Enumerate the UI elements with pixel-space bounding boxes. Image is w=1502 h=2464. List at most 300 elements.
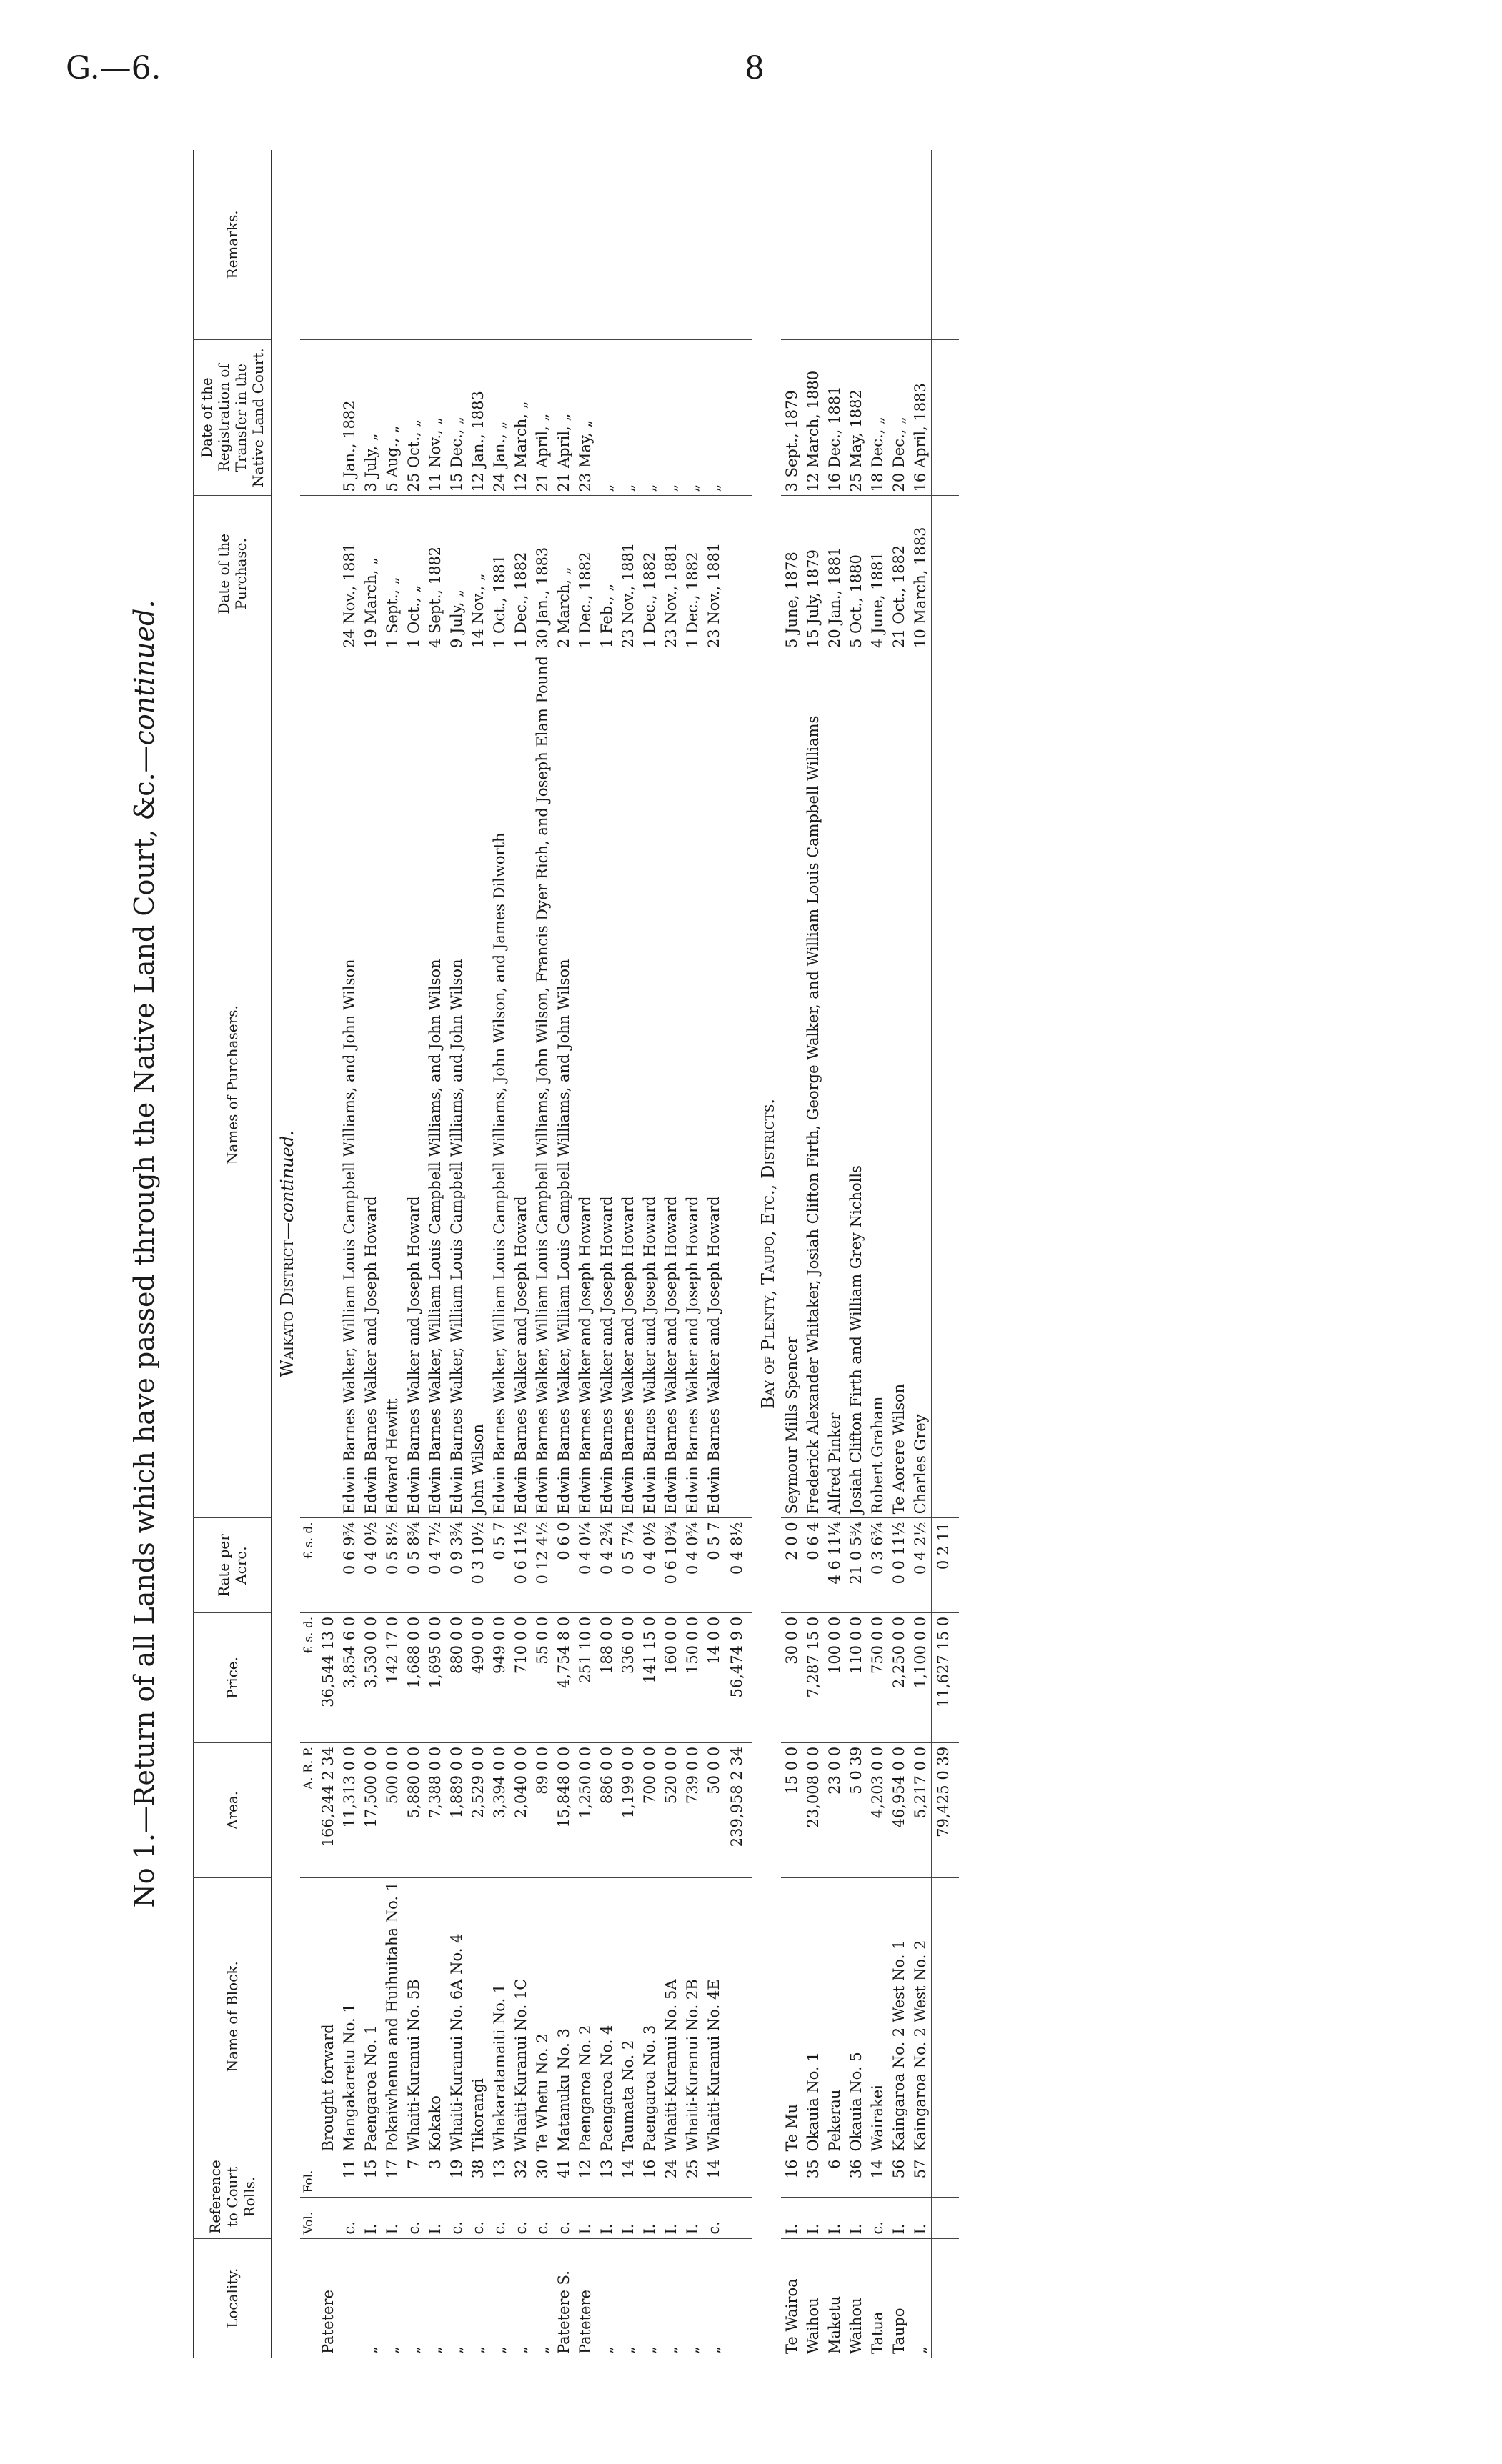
vol-cell: I. bbox=[596, 2197, 617, 2238]
vol-cell: I. bbox=[382, 2197, 403, 2238]
fol-cell: 19 bbox=[446, 2155, 467, 2197]
date-purchase-cell: 23 Nov., 1881 bbox=[660, 496, 682, 652]
fol-cell: 17 bbox=[382, 2155, 403, 2197]
table-row bbox=[532, 150, 553, 2358]
block-cell: Mangakaretu No. 1 bbox=[339, 1877, 360, 2155]
fol-cell: 25 bbox=[682, 2155, 703, 2197]
table-row bbox=[510, 150, 532, 2358]
area-cell: 89 0 0 bbox=[532, 1742, 553, 1877]
remarks-cell bbox=[446, 150, 467, 339]
locality-cell: „ bbox=[446, 2238, 467, 2358]
date-registration-cell: „ bbox=[639, 339, 660, 496]
title-main: No 1.—Return of all Lands which have passed through the Native Land Court, &c.— bbox=[129, 745, 160, 1908]
purchasers-cell: Edwin Barnes Walker and Joseph Howard bbox=[510, 652, 532, 1518]
locality-cell: „ bbox=[424, 2238, 446, 2358]
col-area: Area. bbox=[194, 1742, 272, 1877]
date-purchase-cell: 10 March, 1883 bbox=[910, 496, 932, 652]
date-purchase-cell: 1 Oct., „ bbox=[403, 496, 424, 652]
unit-rate: £ s. d. bbox=[300, 1518, 317, 1613]
area-cell: 2,529 0 0 bbox=[467, 1742, 489, 1877]
vol-cell: c. bbox=[467, 2197, 489, 2238]
date-purchase-cell: 1 Sept., „ bbox=[382, 496, 403, 652]
date-registration-cell: 12 March, 1880 bbox=[802, 339, 824, 496]
table-row bbox=[888, 150, 910, 2358]
date-purchase-cell: 24 Nov., 1881 bbox=[339, 496, 360, 652]
remarks-cell bbox=[703, 150, 725, 339]
price-cell: 1,100 0 0 bbox=[910, 1612, 932, 1742]
vol-cell: c. bbox=[489, 2197, 510, 2238]
section-waikato bbox=[272, 150, 301, 2358]
fol-cell: 14 bbox=[867, 2155, 888, 2197]
table-row bbox=[639, 150, 660, 2358]
rate-cell bbox=[317, 1518, 339, 1613]
area-cell: 886 0 0 bbox=[596, 1742, 617, 1877]
purchasers-cell: Seymour Mills Spencer bbox=[781, 652, 802, 1518]
total-price: 11,627 15 0 bbox=[932, 1612, 960, 1742]
purchasers-cell: Edwin Barnes Walker, William Louis Campbell Williams, and John Wilson bbox=[446, 652, 467, 1518]
vol-cell: I. bbox=[802, 2197, 824, 2238]
date-registration-cell: 5 Jan., 1882 bbox=[339, 339, 360, 496]
area-cell: 2,040 0 0 bbox=[510, 1742, 532, 1877]
block-cell: Tikorangi bbox=[467, 1877, 489, 2155]
vol-cell: c. bbox=[867, 2197, 888, 2238]
vol-cell: I. bbox=[682, 2197, 703, 2238]
price-cell: 750 0 0 bbox=[867, 1612, 888, 1742]
vol-cell: I. bbox=[639, 2197, 660, 2238]
block-cell: Whaiti-Kuranui No. 5B bbox=[403, 1877, 424, 2155]
vol-cell: c. bbox=[446, 2197, 467, 2238]
price-cell: 14 0 0 bbox=[703, 1612, 725, 1742]
block-cell: Whaiti-Kuranui No. 6A No. 4 bbox=[446, 1877, 467, 2155]
rate-cell: 0 4 2¾ bbox=[596, 1518, 617, 1613]
area-cell: 15,848 0 0 bbox=[553, 1742, 575, 1877]
vol-cell: I. bbox=[360, 2197, 382, 2238]
rate-cell: 0 3 10½ bbox=[467, 1518, 489, 1613]
price-cell: 880 0 0 bbox=[446, 1612, 467, 1742]
purchasers-cell: Edwin Barnes Walker, William Louis Campbell Williams, and John Wilson bbox=[424, 652, 446, 1518]
locality-cell: „ bbox=[639, 2238, 660, 2358]
rate-cell: 0 6 11½ bbox=[510, 1518, 532, 1613]
return-table bbox=[193, 150, 959, 2358]
date-purchase-cell: 19 March, „ bbox=[360, 496, 382, 652]
area-cell: 4,203 0 0 bbox=[867, 1742, 888, 1877]
price-cell: 188 0 0 bbox=[596, 1612, 617, 1742]
fol-cell: 14 bbox=[703, 2155, 725, 2197]
rate-cell: 2 0 0 bbox=[781, 1518, 802, 1613]
page-code: G.—6. bbox=[66, 50, 161, 86]
locality-cell: Maketu bbox=[824, 2238, 845, 2358]
rate-cell: 0 0 11½ bbox=[888, 1518, 910, 1613]
remarks-cell bbox=[575, 150, 596, 339]
col-remarks: Remarks. bbox=[194, 150, 272, 339]
area-cell: 23,008 0 0 bbox=[802, 1742, 824, 1877]
rate-cell: 0 4 0¼ bbox=[575, 1518, 596, 1613]
rate-cell: 0 9 3¾ bbox=[446, 1518, 467, 1613]
remarks-cell bbox=[910, 150, 932, 339]
purchasers-cell: Alfred Pinker bbox=[824, 652, 845, 1518]
date-purchase-cell: 15 July, 1879 bbox=[802, 496, 824, 652]
locality-cell: „ bbox=[532, 2238, 553, 2358]
remarks-cell bbox=[660, 150, 682, 339]
price-cell: 710 0 0 bbox=[510, 1612, 532, 1742]
block-cell: Whakaratamaiti No. 1 bbox=[489, 1877, 510, 2155]
total-row bbox=[932, 150, 960, 2358]
date-purchase-cell: 20 Jan., 1881 bbox=[824, 496, 845, 652]
area-cell: 5,217 0 0 bbox=[910, 1742, 932, 1877]
date-registration-cell: 5 Aug., „ bbox=[382, 339, 403, 496]
table-row bbox=[424, 150, 446, 2358]
date-registration-cell: 12 March, „ bbox=[510, 339, 532, 496]
date-purchase-cell: 4 Sept., 1882 bbox=[424, 496, 446, 652]
table-row bbox=[703, 150, 725, 2358]
date-registration-cell: 18 Dec., „ bbox=[867, 339, 888, 496]
total-row bbox=[725, 150, 753, 2358]
table-row bbox=[802, 150, 824, 2358]
area-cell: 7,388 0 0 bbox=[424, 1742, 446, 1877]
date-purchase-cell: 30 Jan., 1883 bbox=[532, 496, 553, 652]
purchasers-cell: Edwin Barnes Walker and Joseph Howard bbox=[403, 652, 424, 1518]
area-cell: 50 0 0 bbox=[703, 1742, 725, 1877]
purchasers-cell: Edwin Barnes Walker and Joseph Howard bbox=[575, 652, 596, 1518]
date-registration-cell: 20 Dec., „ bbox=[888, 339, 910, 496]
price-cell: 160 0 0 bbox=[660, 1612, 682, 1742]
date-registration-cell bbox=[317, 339, 339, 496]
unit-price: £ s. d. bbox=[300, 1612, 317, 1742]
area-cell: 1,250 0 0 bbox=[575, 1742, 596, 1877]
vol-cell: c. bbox=[403, 2197, 424, 2238]
title-continued: continued. bbox=[129, 599, 160, 746]
col-locality: Locality. bbox=[194, 2238, 272, 2358]
date-registration-cell: „ bbox=[703, 339, 725, 496]
remarks-cell bbox=[824, 150, 845, 339]
remarks-cell bbox=[596, 150, 617, 339]
unit-area: A. R. P. bbox=[300, 1742, 317, 1877]
block-cell: Paengaroa No. 3 bbox=[639, 1877, 660, 2155]
price-cell: 1,695 0 0 bbox=[424, 1612, 446, 1742]
date-purchase-cell: 5 Oct., 1880 bbox=[845, 496, 867, 652]
vol-cell: I. bbox=[781, 2197, 802, 2238]
date-registration-cell: „ bbox=[617, 339, 639, 496]
date-purchase-cell bbox=[317, 496, 339, 652]
date-purchase-cell: 1 Dec., 1882 bbox=[639, 496, 660, 652]
area-cell: 520 0 0 bbox=[660, 1742, 682, 1877]
rate-cell: 0 4 0½ bbox=[639, 1518, 660, 1613]
rate-cell: 0 6 4 bbox=[802, 1518, 824, 1613]
vol-cell: I. bbox=[575, 2197, 596, 2238]
purchasers-cell: Charles Grey bbox=[910, 652, 932, 1518]
date-registration-cell: 12 Jan., 1883 bbox=[467, 339, 489, 496]
price-cell: 949 0 0 bbox=[489, 1612, 510, 1742]
locality-cell: „ bbox=[510, 2238, 532, 2358]
fol-cell: 57 bbox=[910, 2155, 932, 2197]
block-cell: Paengaroa No. 2 bbox=[575, 1877, 596, 2155]
section-bay-of-plenty bbox=[752, 150, 781, 2358]
col-block: Name of Block. bbox=[194, 1877, 272, 2155]
table-row bbox=[617, 150, 639, 2358]
block-cell: Te Mu bbox=[781, 1877, 802, 2155]
date-registration-cell: 24 Jan., „ bbox=[489, 339, 510, 496]
fol-cell: 56 bbox=[888, 2155, 910, 2197]
area-cell: 1,889 0 0 bbox=[446, 1742, 467, 1877]
date-purchase-cell: 23 Nov., 1881 bbox=[617, 496, 639, 652]
price-cell: 150 0 0 bbox=[682, 1612, 703, 1742]
purchasers-cell: Edwin Barnes Walker and Joseph Howard bbox=[360, 652, 382, 1518]
vol-cell: I. bbox=[660, 2197, 682, 2238]
table-row bbox=[682, 150, 703, 2358]
vol-cell: c. bbox=[553, 2197, 575, 2238]
rate-cell: 0 6 0 bbox=[553, 1518, 575, 1613]
price-cell: 55 0 0 bbox=[532, 1612, 553, 1742]
block-cell: Paengaroa No. 4 bbox=[596, 1877, 617, 2155]
date-purchase-cell: 1 Dec., 1882 bbox=[575, 496, 596, 652]
table-row bbox=[339, 150, 360, 2358]
area-cell: 166,244 2 34 bbox=[317, 1742, 339, 1877]
fol-cell: 15 bbox=[360, 2155, 382, 2197]
total-price: 56,474 9 0 bbox=[725, 1612, 753, 1742]
unit-vol: Vol. bbox=[300, 2197, 317, 2238]
fol-cell: 16 bbox=[781, 2155, 802, 2197]
vol-cell: c. bbox=[703, 2197, 725, 2238]
date-registration-cell: 11 Nov., „ bbox=[424, 339, 446, 496]
date-registration-cell: „ bbox=[596, 339, 617, 496]
remarks-cell bbox=[467, 150, 489, 339]
fol-cell: 12 bbox=[575, 2155, 596, 2197]
purchasers-cell bbox=[317, 652, 339, 1518]
fol-cell: 24 bbox=[660, 2155, 682, 2197]
locality-cell: Waihou bbox=[802, 2238, 824, 2358]
price-cell: 142 17 0 bbox=[382, 1612, 403, 1742]
vol-cell: c. bbox=[339, 2197, 360, 2238]
date-purchase-cell: 9 July, „ bbox=[446, 496, 467, 652]
remarks-cell bbox=[553, 150, 575, 339]
date-registration-cell: 3 Sept., 1879 bbox=[781, 339, 802, 496]
date-purchase-cell: 14 Nov., „ bbox=[467, 496, 489, 652]
area-cell: 3,394 0 0 bbox=[489, 1742, 510, 1877]
total-rate: 0 2 11 bbox=[932, 1518, 960, 1613]
date-purchase-cell: 1 Dec., 1882 bbox=[682, 496, 703, 652]
table-row bbox=[660, 150, 682, 2358]
vol-cell: I. bbox=[424, 2197, 446, 2238]
vol-cell: c. bbox=[532, 2197, 553, 2238]
area-cell: 46,954 0 0 bbox=[888, 1742, 910, 1877]
fol-cell: 14 bbox=[617, 2155, 639, 2197]
remarks-cell bbox=[617, 150, 639, 339]
remarks-cell bbox=[802, 150, 824, 339]
table-row bbox=[403, 150, 424, 2358]
area-cell: 11,313 0 0 bbox=[339, 1742, 360, 1877]
date-registration-cell: 21 April, „ bbox=[532, 339, 553, 496]
rate-cell: 0 4 0½ bbox=[360, 1518, 382, 1613]
table-row bbox=[382, 150, 403, 2358]
block-cell: Paengaroa No. 1 bbox=[360, 1877, 382, 2155]
remarks-cell bbox=[845, 150, 867, 339]
fol-cell: 32 bbox=[510, 2155, 532, 2197]
section-bay-title: Bay of Plenty, Taupo, Etc., Districts. bbox=[758, 1098, 778, 1410]
locality-cell: Patetere bbox=[575, 2238, 596, 2358]
remarks-cell bbox=[510, 150, 532, 339]
date-purchase-cell: 1 Oct., 1881 bbox=[489, 496, 510, 652]
remarks-cell bbox=[867, 150, 888, 339]
remarks-cell bbox=[781, 150, 802, 339]
remarks-cell bbox=[532, 150, 553, 339]
table-row bbox=[553, 150, 575, 2358]
area-cell: 17,500 0 0 bbox=[360, 1742, 382, 1877]
locality-cell: „ bbox=[382, 2238, 403, 2358]
remarks-cell bbox=[489, 150, 510, 339]
remarks-cell bbox=[360, 150, 382, 339]
purchasers-cell: Robert Graham bbox=[867, 652, 888, 1518]
date-purchase-cell: 23 Nov., 1881 bbox=[703, 496, 725, 652]
table-row bbox=[781, 150, 802, 2358]
date-registration-cell: 16 April, 1883 bbox=[910, 339, 932, 496]
fol-cell: 7 bbox=[403, 2155, 424, 2197]
date-registration-cell: 15 Dec., „ bbox=[446, 339, 467, 496]
price-cell: 141 15 0 bbox=[639, 1612, 660, 1742]
section-waikato-continued: continued. bbox=[277, 1130, 297, 1223]
locality-cell: „ bbox=[703, 2238, 725, 2358]
date-purchase-cell: 4 June, 1881 bbox=[867, 496, 888, 652]
remarks-cell bbox=[317, 150, 339, 339]
block-cell: Whaiti-Kuranui No. 4E bbox=[703, 1877, 725, 2155]
price-cell: 100 0 0 bbox=[824, 1612, 845, 1742]
table-body bbox=[272, 150, 960, 2358]
block-cell: Whaiti-Kuranui No. 5A bbox=[660, 1877, 682, 2155]
fol-cell: 13 bbox=[489, 2155, 510, 2197]
fol-cell: 36 bbox=[845, 2155, 867, 2197]
rate-cell: 0 6 10¾ bbox=[660, 1518, 682, 1613]
table-row bbox=[360, 150, 382, 2358]
locality-cell: Waihou bbox=[845, 2238, 867, 2358]
table-row bbox=[467, 150, 489, 2358]
purchasers-cell: Edwin Barnes Walker and Joseph Howard bbox=[639, 652, 660, 1518]
block-cell: Kaingaroa No. 2 West No. 1 bbox=[888, 1877, 910, 2155]
rate-cell: 0 5 7 bbox=[489, 1518, 510, 1613]
date-registration-cell: 16 Dec., 1881 bbox=[824, 339, 845, 496]
remarks-cell bbox=[639, 150, 660, 339]
table-title bbox=[129, 129, 171, 2379]
price-cell: 30 0 0 bbox=[781, 1612, 802, 1742]
block-cell: Brought forward bbox=[317, 1877, 339, 2155]
header-row bbox=[194, 150, 272, 2358]
rate-cell: 4 6 11¼ bbox=[824, 1518, 845, 1613]
purchasers-cell: Frederick Alexander Whitaker, Josiah Clifton Firth, George Walker, and William Louis Campbell Williams bbox=[802, 652, 824, 1518]
purchasers-cell: Edwin Barnes Walker, William Louis Campbell Williams, and John Wilson bbox=[339, 652, 360, 1518]
locality-cell: Patetere bbox=[317, 2238, 339, 2358]
purchasers-cell: Edwin Barnes Walker, William Louis Campbell Williams, and John Wilson bbox=[553, 652, 575, 1518]
rate-cell: 0 4 2½ bbox=[910, 1518, 932, 1613]
block-cell: Pokaiwhenua and Huihuitaha No. 1 bbox=[382, 1877, 403, 2155]
date-registration-cell: 25 Oct., „ bbox=[403, 339, 424, 496]
area-cell: 15 0 0 bbox=[781, 1742, 802, 1877]
price-cell: 336 0 0 bbox=[617, 1612, 639, 1742]
area-cell: 23 0 0 bbox=[824, 1742, 845, 1877]
locality-cell: „ bbox=[910, 2238, 932, 2358]
locality-cell: „ bbox=[467, 2238, 489, 2358]
fol-cell: 3 bbox=[424, 2155, 446, 2197]
area-cell: 700 0 0 bbox=[639, 1742, 660, 1877]
locality-cell: „ bbox=[403, 2238, 424, 2358]
vol-cell: I. bbox=[888, 2197, 910, 2238]
rate-cell: 0 6 9¾ bbox=[339, 1518, 360, 1613]
fol-cell: 6 bbox=[824, 2155, 845, 2197]
unit-fol: Fol. bbox=[300, 2155, 317, 2197]
vol-cell: c. bbox=[510, 2197, 532, 2238]
locality-cell: „ bbox=[682, 2238, 703, 2358]
fol-cell: 30 bbox=[532, 2155, 553, 2197]
date-registration-cell: 3 July, „ bbox=[360, 339, 382, 496]
locality-cell: „ bbox=[489, 2238, 510, 2358]
area-cell: 5,880 0 0 bbox=[403, 1742, 424, 1877]
price-cell: 251 10 0 bbox=[575, 1612, 596, 1742]
section-waikato-title: Waikato District— bbox=[277, 1222, 297, 1377]
area-cell: 500 0 0 bbox=[382, 1742, 403, 1877]
units-row bbox=[300, 150, 317, 2358]
fol-cell: 38 bbox=[467, 2155, 489, 2197]
fol-cell: 41 bbox=[553, 2155, 575, 2197]
date-purchase-cell: 2 March, „ bbox=[553, 496, 575, 652]
price-cell: 110 0 0 bbox=[845, 1612, 867, 1742]
price-cell: 3,854 6 0 bbox=[339, 1612, 360, 1742]
date-purchase-cell: 5 June, 1878 bbox=[781, 496, 802, 652]
block-cell: Kaingaroa No. 2 West No. 2 bbox=[910, 1877, 932, 2155]
fol-cell: 35 bbox=[802, 2155, 824, 2197]
date-purchase-cell: 1 Feb., „ bbox=[596, 496, 617, 652]
table-row bbox=[867, 150, 888, 2358]
date-purchase-cell: 21 Oct., 1882 bbox=[888, 496, 910, 652]
fol-cell: 16 bbox=[639, 2155, 660, 2197]
purchasers-cell: John Wilson bbox=[467, 652, 489, 1518]
rate-cell: 0 5 7 bbox=[703, 1518, 725, 1613]
locality-cell: „ bbox=[360, 2238, 382, 2358]
rate-cell: 0 4 0¾ bbox=[682, 1518, 703, 1613]
area-cell: 5 0 39 bbox=[845, 1742, 867, 1877]
total-area: 239,958 2 34 bbox=[725, 1742, 753, 1877]
total-area: 79,425 0 39 bbox=[932, 1742, 960, 1877]
table-row bbox=[317, 150, 339, 2358]
remarks-cell bbox=[424, 150, 446, 339]
remarks-cell bbox=[339, 150, 360, 339]
block-cell: Matanuku No. 3 bbox=[553, 1877, 575, 2155]
col-date-registration: Date of the Registration of Transfer in the Native Land Court. bbox=[194, 339, 272, 496]
date-registration-cell: „ bbox=[682, 339, 703, 496]
price-cell: 2,250 0 0 bbox=[888, 1612, 910, 1742]
block-cell: Whaiti-Kuranui No. 2B bbox=[682, 1877, 703, 2155]
vol-cell: I. bbox=[617, 2197, 639, 2238]
remarks-cell bbox=[888, 150, 910, 339]
price-cell: 1,688 0 0 bbox=[403, 1612, 424, 1742]
purchasers-cell: Edwin Barnes Walker, William Louis Campbell Williams, John Wilson, Francis Dyer Rich, and Joseph Elam Pound bbox=[532, 652, 553, 1518]
remarks-cell bbox=[682, 150, 703, 339]
price-cell: 7,287 15 0 bbox=[802, 1612, 824, 1742]
purchasers-cell: Edward Hewitt bbox=[382, 652, 403, 1518]
purchasers-cell: Te Aorere Wilson bbox=[888, 652, 910, 1518]
fol-cell: 13 bbox=[596, 2155, 617, 2197]
table-row bbox=[824, 150, 845, 2358]
rate-cell: 0 5 8½ bbox=[382, 1518, 403, 1613]
block-cell: Pekerau bbox=[824, 1877, 845, 2155]
locality-cell: Taupo bbox=[888, 2238, 910, 2358]
rate-cell: 0 5 8¾ bbox=[403, 1518, 424, 1613]
vol-cell: I. bbox=[845, 2197, 867, 2238]
col-purchasers: Names of Purchasers. bbox=[194, 652, 272, 1518]
locality-cell bbox=[339, 2238, 360, 2358]
area-cell: 739 0 0 bbox=[682, 1742, 703, 1877]
locality-cell: Te Wairoa bbox=[781, 2238, 802, 2358]
fol-cell: 11 bbox=[339, 2155, 360, 2197]
date-purchase-cell: 1 Dec., 1882 bbox=[510, 496, 532, 652]
table-row bbox=[845, 150, 867, 2358]
locality-cell: „ bbox=[596, 2238, 617, 2358]
